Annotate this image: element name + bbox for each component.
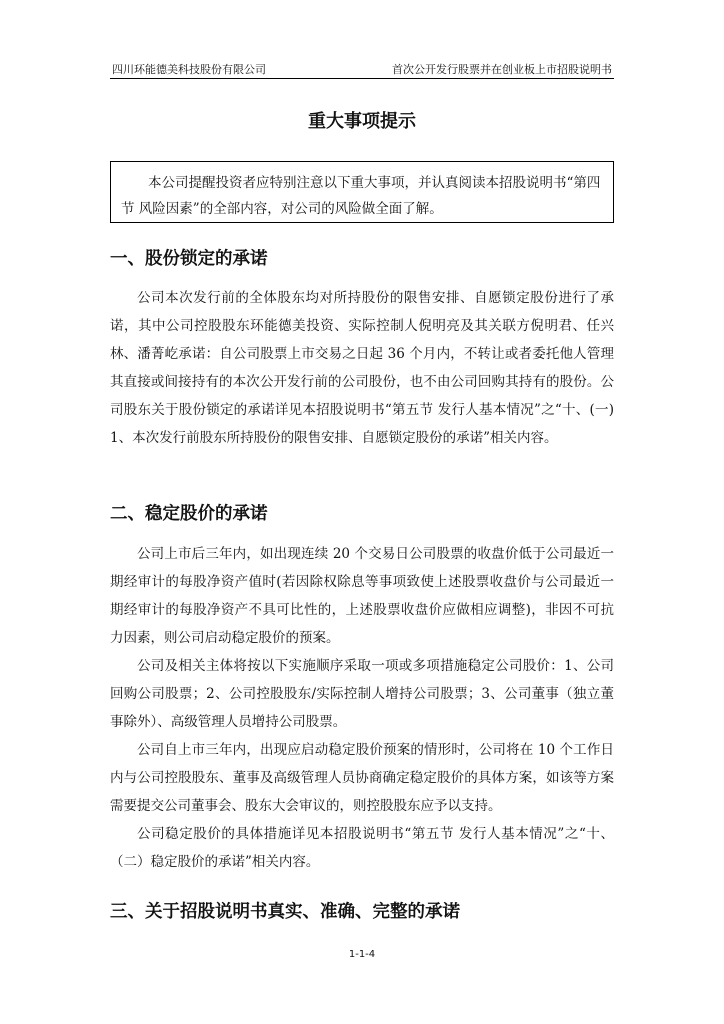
section-heading-2: 二、稳定股价的承诺 <box>110 504 268 524</box>
page-number: 1-1-4 <box>348 949 376 960</box>
section-2-paragraph-1: 公司上市后三年内，如出现连续 20 个交易日公司股票的收盘价低于公司最近一期经审计的每股净资产值时(若因除权除息等事项致使上述股票收盘价与公司最近一期经审计的每股净资产不具可比性的，上述股票收盘价应做相应调整)，非因不可抗力因素，则公司启动稳定股价的预案。 <box>110 546 614 646</box>
header-company: 四川环能德美科技股份有限公司 <box>112 63 266 76</box>
section-2-paragraph-4: 公司稳定股价的具体措施详见本招股说明书“第五节 发行人基本情况”之“十、（二）稳定股价的承诺”相关内容。 <box>110 826 614 870</box>
page-title: 重大事项提示 <box>308 111 416 132</box>
section-heading-1: 一、股份锁定的承诺 <box>110 249 268 269</box>
section-2-paragraph-3: 公司自上市三年内，出现应启动稳定股价预案的情形时，公司将在 10 个工作日内与公司控股股东、董事及高级管理人员协商确定稳定股价的具体方案，如该等方案需要提交公司董事会、股东大会审议的，则控股股东应予以支持。 <box>110 742 614 814</box>
notice-box: 本公司提醒投资者应特别注意以下重大事项，并认真阅读本招股说明书“第四节 风险因素”的全部内容，对公司的风险做全面了解。 <box>110 161 614 223</box>
page-header <box>110 58 614 79</box>
header-doc-title: 首次公开发行股票并在创业板上市招股说明书 <box>392 63 612 76</box>
section-1-paragraph-1: 公司本次发行前的全体股东均对所持股份的限售安排、自愿锁定股份进行了承诺，其中公司控股股东环能德美投资、实际控制人倪明亮及其关联方倪明君、任兴林、潘菁屹承诺：自公司股票上市交易之日起 36 个月内，不转让或者委托他人管理其直接或间接持有的本次公开发行前的公司股份，也不由公司回购其持有的股份。公司股东关于股份锁定的承诺详见本招股说明书“第五节 发行人基本情况”之“十、(一) 1、本次发行前股东所持股份的限售安排、自愿锁定股份的承诺”相关内容。 <box>110 290 614 446</box>
section-2-paragraph-2: 公司及相关主体将按以下实施顺序采取一项或多项措施稳定公司股价：1、公司回购公司股票；2、公司控股股东/实际控制人增持公司股票；3、公司董事（独立董事除外）、高级管理人员增持公司股票。 <box>110 658 614 730</box>
section-heading-3: 三、关于招股说明书真实、准确、完整的承诺 <box>110 902 460 922</box>
